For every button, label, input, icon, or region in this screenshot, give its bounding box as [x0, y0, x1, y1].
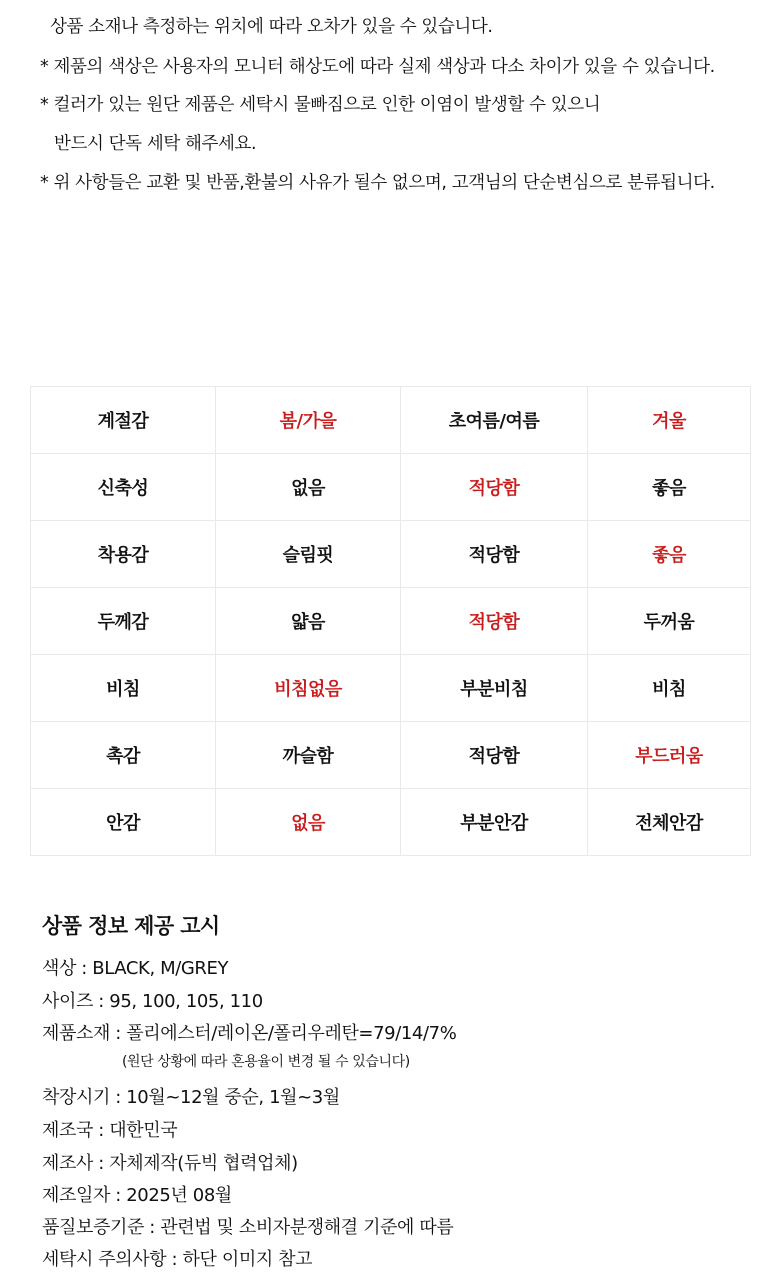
info-material: 제품소재 : 폴리에스터/레이온/폴리우레탄=79/14/7% — [42, 1023, 457, 1044]
spec-label: 두께감 — [31, 588, 216, 655]
info-date: 제조일자 : 2025년 08월 — [42, 1185, 232, 1206]
info-quality: 품질보증기준 : 관련법 및 소비자분쟁해결 기준에 따름 — [42, 1217, 454, 1238]
notice-line: * 제품의 색상은 사용자의 모니터 해상도에 따라 실제 색상과 다소 차이가 있을 수 있습니다. — [40, 57, 715, 77]
spec-option-selected: 봄/가을 — [216, 387, 401, 454]
info-material-note: (원단 상황에 따라 혼용율이 변경 될 수 있습니다) — [122, 1054, 410, 1070]
info-title: 상품 정보 제공 고시 — [42, 914, 220, 938]
spec-option: 적당함 — [401, 521, 588, 588]
spec-row — [31, 387, 751, 454]
spec-option-selected: 적당함 — [401, 588, 588, 655]
info-country: 제조국 : 대한민국 — [42, 1120, 178, 1141]
spec-label: 촉감 — [31, 722, 216, 789]
notice-line: 반드시 단독 세탁 해주세요. — [54, 134, 257, 154]
spec-option: 비침 — [588, 655, 751, 722]
spec-option: 초여름/여름 — [401, 387, 588, 454]
spec-option-selected: 부드러움 — [588, 722, 751, 789]
spec-label: 착용감 — [31, 521, 216, 588]
notice-line: 상품 소재나 측정하는 위치에 따라 오차가 있을 수 있습니다. — [50, 17, 493, 37]
spec-option: 전체안감 — [588, 789, 751, 856]
info-season: 착장시기 : 10월~12월 중순, 1월~3월 — [42, 1087, 340, 1108]
spec-option: 적당함 — [401, 722, 588, 789]
notice-line: * 컬러가 있는 원단 제품은 세탁시 물빠짐으로 인한 이염이 발생할 수 있으니 — [40, 95, 601, 115]
spec-row — [31, 521, 751, 588]
spec-option-selected: 없음 — [216, 789, 401, 856]
fabric-spec-table — [30, 386, 751, 856]
spec-option: 좋음 — [588, 454, 751, 521]
spec-label: 계절감 — [31, 387, 216, 454]
info-maker: 제조사 : 자체제작(듀빅 협력업체) — [42, 1153, 298, 1174]
spec-row — [31, 789, 751, 856]
spec-option-selected: 적당함 — [401, 454, 588, 521]
info-washing: 세탁시 주의사항 : 하단 이미지 참고 — [42, 1249, 313, 1270]
spec-option: 부분안감 — [401, 789, 588, 856]
spec-option: 슬림핏 — [216, 521, 401, 588]
spec-option-selected: 비침없음 — [216, 655, 401, 722]
spec-label: 비침 — [31, 655, 216, 722]
spec-option: 없음 — [216, 454, 401, 521]
info-size: 사이즈 : 95, 100, 105, 110 — [42, 991, 263, 1012]
spec-label: 신축성 — [31, 454, 216, 521]
spec-option: 부분비침 — [401, 655, 588, 722]
spec-label: 안감 — [31, 789, 216, 856]
notice-line: * 위 사항들은 교환 및 반품,환불의 사유가 될수 없으며, 고객님의 단순변심으로 분류됩니다. — [40, 173, 715, 193]
spec-row — [31, 655, 751, 722]
spec-option: 얇음 — [216, 588, 401, 655]
spec-option: 까슬함 — [216, 722, 401, 789]
spec-option-selected: 좋음 — [588, 521, 751, 588]
spec-option-selected: 겨울 — [588, 387, 751, 454]
info-color: 색상 : BLACK, M/GREY — [42, 958, 229, 979]
spec-row — [31, 454, 751, 521]
spec-row — [31, 588, 751, 655]
spec-row — [31, 722, 751, 789]
spec-option: 두꺼움 — [588, 588, 751, 655]
